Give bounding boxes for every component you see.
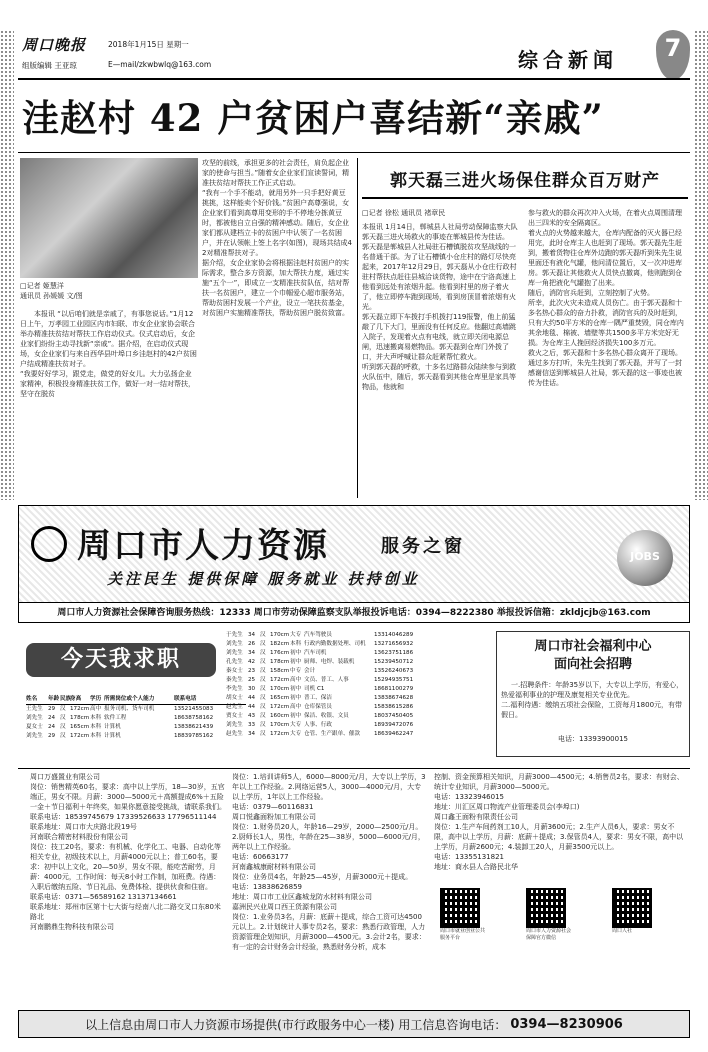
table-cell: 汽车驾驶员 [304,632,332,638]
table-cell: 胡女士 [226,695,243,701]
table-cell: 18681100279 [374,686,414,692]
table-cell: 18037450405 [374,713,414,719]
table-cell: 44 [248,704,256,710]
table-cell: 172cm [70,733,90,739]
table-cell: 178cm [270,659,290,665]
table-cell: 刘先生 [226,641,243,647]
second-headline: 郭天磊三进火场保住群众百万财产 [390,171,660,191]
table-cell: 汉 [260,731,266,737]
table-cell: 夏女士 [26,724,43,730]
footer-phone: 0394—8230906 [510,1016,623,1032]
qr-code-icon [526,888,566,928]
table-cell: 司机 C1 [304,686,325,692]
table-cell: 29 [48,733,56,739]
welfare-phone: 电话：13393900015 [558,735,628,743]
banner-title: 周口市人力资源 [77,526,329,566]
table-cell: 24 [48,715,56,721]
table-cell: 仓管、生产跟单、催款 [304,731,360,737]
table-cell: 23 [248,668,256,674]
table-cell: 联系电话 [174,696,197,702]
table-cell: 本科 [90,724,102,730]
table-cell: 学历 [90,696,102,702]
table-row [226,694,494,703]
table-header-row [26,695,246,705]
table-cell: 13838621439 [174,724,214,730]
table-cell: 于先生 [226,632,243,638]
table-cell: 34 [248,632,256,638]
table-cell: 15294935751 [374,677,414,683]
table-cell: 所需岗位或个人能力 [104,696,155,702]
editor-email: E—mail/zkwbwlq@163.com [108,60,212,69]
paper-logo: 周口晚报 [22,36,87,54]
table-cell: 民族 [60,696,72,702]
table-cell: 44 [248,695,256,701]
table-cell: 18639462247 [374,731,414,737]
table-cell: 15239450712 [374,659,414,665]
table-cell: 34 [248,650,256,656]
job-seeker-title-text: 今天我求职 [60,647,181,672]
table-cell: 汉 [260,704,266,710]
table-cell: 本科 [90,733,102,739]
banner-subtitle: 服务之窗 [381,536,465,557]
table-cell: 行政内勤数据处理、司机 [304,641,366,647]
table-cell: 15838615286 [374,704,414,710]
table-row [226,658,494,667]
classifieds-col2: 岗位：1.培训讲师5人，6000—8000元/月，大专以上学历，3年以上工作经验。2.网络运营5人，3000—4000元/月，大专以上学历，1年以上工作经验。 电话：0379—60116831 周口悦鑫面粉加工有限公司 岗位：1.财务员20人，年龄16—29岁，2000—2500元/月。2.厨师长1人，男性，年龄在25—38岁，5000—6000元/月，两年以上工作经验。 电话：60663177 河南鑫城康耐材料有限公司 岗位：业务员4名，年龄25—45岁，月薪3000元＋提成。 电话：13838626859 地址：周口市工业区鑫城龙防水材料有限公司 嘉洲民兴业周口西王货源有限公司 岗位：1.业务员3名，月薪：底薪＋提成，综合工资可达4500元以上。2.计划统计人事专员2名，要求：熟悉行政管理，人力资源管理企划知识，月薪3000—4500元。3.会计2名，要求：有一定的会计财务会计经验，熟悉财务分析，成本 [232,773,426,951]
table-cell: 汽车司机 [304,650,327,656]
table-cell: 秦先生 [226,677,243,683]
table-cell: 汉 [260,686,266,692]
lead-byline: □记者 姬慧洋 通讯员 孙媛媛 文/图 [20,282,83,300]
table-cell: 汉 [260,713,266,719]
table-cell: 初中 [290,650,302,656]
table-cell: 身高 [70,696,82,702]
table-row [226,640,494,649]
table-cell: 刘先生 [26,733,43,739]
table-cell: 42 [248,659,256,665]
table-cell: 汉 [260,641,266,647]
table-cell: 13838674628 [374,695,414,701]
table-row [26,732,246,741]
table-row [226,703,494,712]
table-cell: 汉 [260,650,266,656]
table-cell: 大专 [290,632,302,638]
table-cell: 25 [248,677,256,683]
lead-text-col2: 攻坚的前线，承担更多的社会责任，肩负起企业家的使命与担当。”随着女企业家们宣读誓词，精准扶贫结对帮扶工作正式启动。 “我有一个手不能动，就用另外一只手把好黄豆挑挑，这样能卖个好价钱。”贫困户高尊强说，女企业家们看到高尊用变形的手不停地分拣黄豆时，都被他自立自强的精神感动。随后，女企业家们都从建档立卡的贫困户中认领了一名贫困户，并在认领帐上签上名字(如图)，现场共结成42对精准帮扶对子。 据介绍，女企业家协会将根据洼赵村贫困户的实际需求，整合多方资源，加大帮扶力度，通过实施“五个一”，即成立一支精准扶贫队伍，结对帮扶一名贫困户，建立一个巾帼爱心超市服务站，帮助贫困村发展一个产业，设立一笔扶贫基金，对贫困户实施精准帮扶，帮助贫困户脱贫致富。 [202,159,352,317]
table-cell: 汉 [60,706,66,712]
table-row [226,631,494,640]
table-cell: 13271656932 [374,641,414,647]
table-cell: 大专 [290,731,302,737]
table-row [226,721,494,730]
table-cell: 刘先生 [226,650,243,656]
table-cell: 中专 [290,668,302,674]
table-cell: 赵先生 [226,704,243,710]
table-cell: 初中 [290,659,302,665]
table-cell: 172cm [270,677,290,683]
page-number: 7 [664,34,682,62]
table-cell: 182cm [270,641,290,647]
table-cell: 本科 [90,715,102,721]
table-cell: 43 [248,713,256,719]
table-row [26,714,246,723]
table-cell: 172cm [270,704,290,710]
table-cell: 13521455083 [174,706,214,712]
job-seeker-title [26,643,216,677]
table-row [26,705,246,714]
table-cell: 高中 [90,706,102,712]
table-cell: 初中 [290,686,302,692]
table-cell: 年龄 [48,696,60,702]
table-cell: 仓库保管员 [304,704,332,710]
table-cell: 汉 [60,724,66,730]
table-cell: 汉 [260,659,266,665]
table-cell: 王先生 [26,706,43,712]
welfare-title-1: 周口市社会福利中心 [534,639,652,654]
table-cell: 汉 [60,715,66,721]
table-cell: 刘先生 [26,715,43,721]
table-cell: 13526240673 [374,668,414,674]
table-cell: 普工、保洁 [304,695,332,701]
section-title: 综合新闻 [518,48,618,72]
second-byline: □记者 徐松 通讯员 褚章民 [362,209,446,217]
hr-banner [18,505,690,623]
table-cell: 29 [48,706,56,712]
second-text-col1: 本报讯 1月14日，郸城县人社局劳动保障监察大队郭天磊三进火场救火的事迹在郸城县传为佳话。 郭天磊是郸城县人社局驻石槽镇脱贫攻坚战线的一名普通干部。为了让石槽镇小仓庄村的路灯尽快亮起来，2017年12月29日，郭天磊从小仓庄行政村驻村帮扶点赶往县城洽谈货物，途中在宁洛高速上他看到远处有浓烟升起。他看到村里的房子着火了，他立即停车跑到现场，看到房顶冒着浓烟有火光。 郭天磊立即下车拨打手机拨打119报警，他上前猛敲了几下大门，里面没有任何反应。他翻过高墙跳入院子，发现着火点有电线，就立即关闭电源总闸，迅速搬离易燃物品。郭天磊到仓库门外拨了口，并大声呼喊让群众赶紧帮忙救火。 听到郭天磊的呼救，十多名过路群众陆续参与到救火队伍中，随后，郭天磊看到其他仓库里是家具等物品，他就和 [362,223,518,391]
table-cell: 初中 [290,713,302,719]
table-cell: 汉 [260,695,266,701]
table-cell: 165cm [270,695,290,701]
table-cell: 汉 [260,722,266,728]
qr-caption-3: 周口人社 [612,928,633,934]
editor-credit: 组版编辑 王亚琼 [22,61,77,70]
table-cell: 保洁、收银、文员 [304,713,349,719]
table-cell: 计算机 [104,733,121,739]
table-cell: 报务司机、货车司机 [104,706,155,712]
table-cell: 李先生 [226,686,243,692]
table-cell: 170cm [270,722,290,728]
welfare-title-2: 面向社会招聘 [553,657,632,672]
table-cell: 172cm [270,731,290,737]
second-text-col2: 参与救火的群众再次冲入火场，在着火点周围清理出三四米的安全隔离区。 着火点的火势越来越大，仓库内配备的灭火器已经用完，此时仓库主人也赶到了现场。郭天磊先生赶到，搬着货物往仓库外边跑的郭天磊听到朱先生说里面还有液化气罐，他问清位置后，又一次冲进库房。郭天磊让其他救火人员快点撤离，他则跑到仓库一角把液化气罐抱了出来。 随后，消防官兵赶到，立刻控制了火势。 所幸，此次火灾未造成人员伤亡。由于郭天磊和十多名热心群众的奋力扑救，消防官兵的及时赶到，只有大约50平方米的仓库一隅严重焚毁，同仓库内其余地毯、棉被、墙壁等共1500多平方米完好无损。为仓库主人挽回经济损失100多万元。 救火之后，郭天磊和十多名热心群众离开了现场。通过多方打听，朱先生找到了郭天磊，并写了一封感谢信送到郸城县人社局，郭天磊的这一事迹也被传为佳话。 [528,209,684,387]
table-cell: 会计 [304,668,316,674]
table-row [226,676,494,685]
table-cell: 汉 [260,632,266,638]
lead-headline: 洼赵村 42 户贫困户喜结新“亲戚” [22,96,604,140]
footer-text: 以上信息由周口市人力资源市场提供(市行政服务中心一楼) 用工信息咨询电话： [85,1017,507,1032]
table-cell: 汉 [260,668,266,674]
table-cell: 高中 [290,677,302,683]
qr-code-icon [612,888,652,928]
table-row [226,712,494,721]
classifieds-col1: 周口万盛置业有限公司 岗位：销售精英60名，要求：高中以上学历，18—30岁，五官端正，男女不限。月薪：3000—5000元＋高额提成6%＋五险一金＋节日福利＋年终奖，如果你愿意接受挑战，请联系我们。 联系电话：18539745679 17339526633 17796511144 联系地址：周口市大庆路北段19号 河南联合精密材料股份有限公司 岗位：技工20名，要求：有机械、化学化工、电器、自动化等相关专业，初级技术以上，月薪4000元以上；普工60名，要求：初中以上文化，20—50岁，男女不限，能吃苦耐劳，月薪：4000元，工作时间：每天8小时工作制，加班费。待遇：入职后缴纳五险、节日礼品、免费体检、提供伙食和住宿。 联系电话：0371—56589162 13137134661 联系地址：郑州市区第十七大街与经南八北二路交叉口东80米路北 河南鹏鼎生物科技有限公司 [30,773,226,931]
classifieds-col3: 控制、资金预算相关知识，月薪3000—4500元；4.销售员2名，要求：有财会、统计专业知识，月薪3000—5000元。 电话：13323946015 地址：川汇区周口物流产业管理委员会(李埠口) 周口鑫王面粉有限责任公司 岗位：1.生产车间药剂工10人，月薪3600元；2.生产人员6人，要求：男女不限，高中以上学历，月薪：底薪＋提成；3.保管员4人，要求：男女不限，高中以上学历，月薪2600元；4.装卸工20人，月薪3500元以上。 电话：13355131821 地址：商水县人合路民北华 [434,773,684,871]
table-cell: 本科 [290,641,302,647]
table-cell: 13314046289 [374,632,414,638]
table-cell: 172cm [70,706,90,712]
table-cell: 汉 [60,733,66,739]
table-row [226,685,494,694]
table-cell: 姓名 [26,696,38,702]
job-seeker-table-left [26,695,246,741]
qr-caption-2: 周口市人力资源社会保障官方微信 [526,928,572,941]
table-cell: 18839785162 [174,733,214,739]
table-cell: 26 [248,641,256,647]
table-cell: 18638758162 [174,715,214,721]
table-cell: 30 [248,686,256,692]
banner-slogan: 关注民生 提供保障 服务就业 扶持创业 [107,570,420,588]
table-cell: 160cm [270,713,290,719]
table-cell: 人事、行政 [304,722,332,728]
table-cell: 165cm [70,724,90,730]
masthead [18,30,690,78]
table-cell: 176cm [270,650,290,656]
table-cell: 软件工程 [104,715,127,721]
hr-logo-icon [31,526,67,562]
table-cell: 13623751186 [374,650,414,656]
table-cell: 赵先生 [226,731,243,737]
table-cell: 178cm [70,715,90,721]
table-cell: 34 [248,731,256,737]
table-cell: 大专 [290,722,302,728]
table-cell: 170cm [270,632,290,638]
qr-code-icon [440,888,480,928]
table-cell: 秦女士 [226,668,243,674]
table-cell: 高中 [290,704,302,710]
footer-bar [18,1010,690,1038]
table-cell: 18939472076 [374,722,414,728]
table-cell: 刘先生 [226,722,243,728]
table-cell: 24 [48,724,56,730]
issue-date: 2018年1月15日 星期一 [108,40,189,49]
job-seeker-table-right [226,631,494,739]
table-cell: 33 [248,722,256,728]
welfare-body: 一.招聘条件：年龄35岁以下，大专以上学历，有爱心，热爱福利事业的护理及康复相关专业优先。 二.福利待遇：缴纳五项社会保险，工资每月1800元，有带假日。 [501,681,684,719]
table-row [26,723,246,732]
table-row [226,730,494,739]
table-cell: 汉 [260,677,266,683]
table-cell: 文员、普工、人事 [304,677,349,683]
table-row [226,667,494,676]
lead-text-col1: 本报讯 “以后咱们就是亲戚了，有事您说话。”1月12日上午，万孝园工业园区内市妇联、市女企业家协会联合举办精准扶贫结对帮扶工作启动仪式。仪式启动后，女企业家们纷纷主动寻找新“亲戚”。据介绍，在启动仪式现场，女企业家们与来自西华县叶埠口乡洼赵村的42户贫困户结成精准扶贫对子。 “我要好好学习，跟党走，做党的好女儿。大力弘扬企业家精神，积极投身精准扶贫工作，做好一对一结对帮扶，坚守在脱贫 [20,310,197,398]
table-cell: 孔先生 [226,659,243,665]
table-cell: 初中 [290,695,302,701]
table-cell: 厨师、电焊、装载机 [304,659,355,665]
banner-hotline: 周口市人力资源社会保障咨询服务热线：12333 周口市劳动保障监察支队举报投诉电话：0394—8222380 举报投诉信箱：zkldjcjb@163.com [19,602,689,622]
table-cell: 计算机 [104,724,121,730]
lead-photo [20,158,198,278]
qr-caption-1: 周口市就业创业公共服务平台 [440,928,486,941]
jobs-ball-label: JOBS [630,550,660,563]
table-cell: 170cm [270,686,290,692]
welfare-box [496,631,690,757]
table-row [226,649,494,658]
table-cell: 贾女士 [226,713,243,719]
table-cell: 158cm [270,668,290,674]
